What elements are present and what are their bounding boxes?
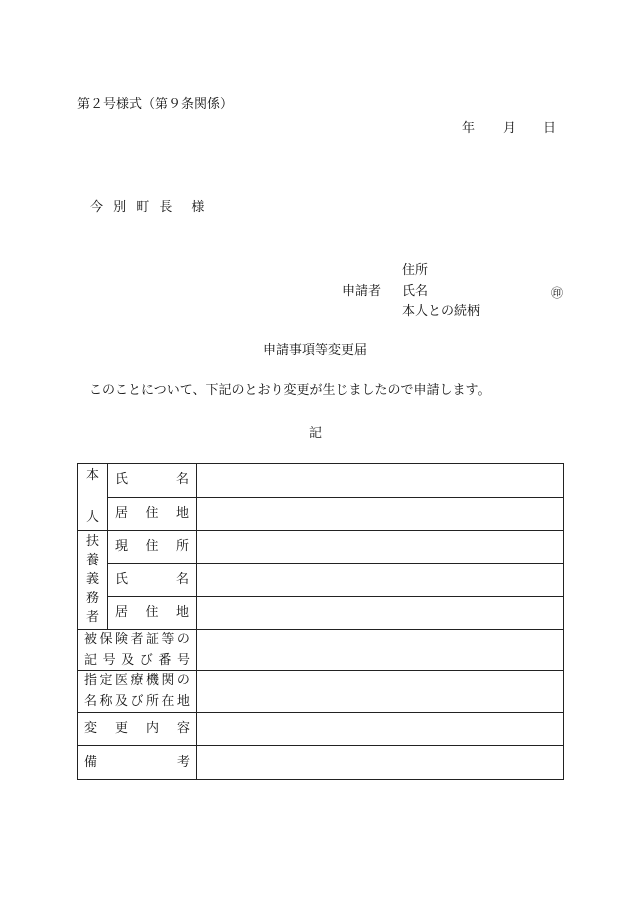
insurance-number-field[interactable] xyxy=(197,630,564,671)
date-month-label: 月 xyxy=(503,121,517,136)
seal-mark-icon: ㊞ xyxy=(551,286,564,300)
honnin-residence-label: 居 住 地 xyxy=(108,497,197,531)
fuyo-name-label: 氏 名 xyxy=(108,564,197,597)
form-number: 第２号様式（第９条関係） xyxy=(77,97,234,112)
applicant-relation-label: 本人との続柄 xyxy=(402,304,481,319)
ki-heading: 記 xyxy=(309,426,323,441)
change-content-field[interactable] xyxy=(197,713,564,746)
document-title: 申請事項等変更届 xyxy=(263,343,368,358)
honnin-group-label: 本 人 xyxy=(78,464,108,531)
applicant-name-label: 氏名 xyxy=(402,284,429,299)
honnin-residence-field[interactable] xyxy=(197,497,564,531)
applicant-label: 申請者 xyxy=(342,284,382,299)
applicant-address-label: 住所 xyxy=(402,263,429,278)
fuyo-gimusha-group-label: 扶 養 義 務 者 xyxy=(78,531,108,630)
fuyo-current-address-label: 現 住 所 xyxy=(108,531,197,564)
body-text: このことについて、下記のとおり変更が生じましたので申請します。 xyxy=(89,383,491,398)
remarks-field[interactable] xyxy=(197,746,564,780)
medical-institution-field[interactable] xyxy=(197,671,564,713)
date-year-label: 年 xyxy=(462,121,476,136)
honnin-name-label: 氏 名 xyxy=(108,464,197,498)
honnin-name-field[interactable] xyxy=(197,464,564,498)
remarks-label: 備 考 xyxy=(78,746,197,780)
fuyo-current-address-field[interactable] xyxy=(197,531,564,564)
insurance-number-label: 被 保 険 者 証 等 の 記 号 及 び 番 号 xyxy=(78,630,197,671)
info-table xyxy=(77,463,564,780)
change-content-label: 変 更 内 容 xyxy=(78,713,197,746)
fuyo-name-field[interactable] xyxy=(197,564,564,597)
fuyo-residence-label: 居 住 地 xyxy=(108,597,197,630)
date-day-label: 日 xyxy=(543,121,557,136)
addressee: 今 別 町 長 様 xyxy=(90,200,208,215)
fuyo-residence-field[interactable] xyxy=(197,597,564,630)
medical-institution-label: 指 定 医 療 機 関 の 名 称 及 び 所 在 地 xyxy=(78,671,197,713)
